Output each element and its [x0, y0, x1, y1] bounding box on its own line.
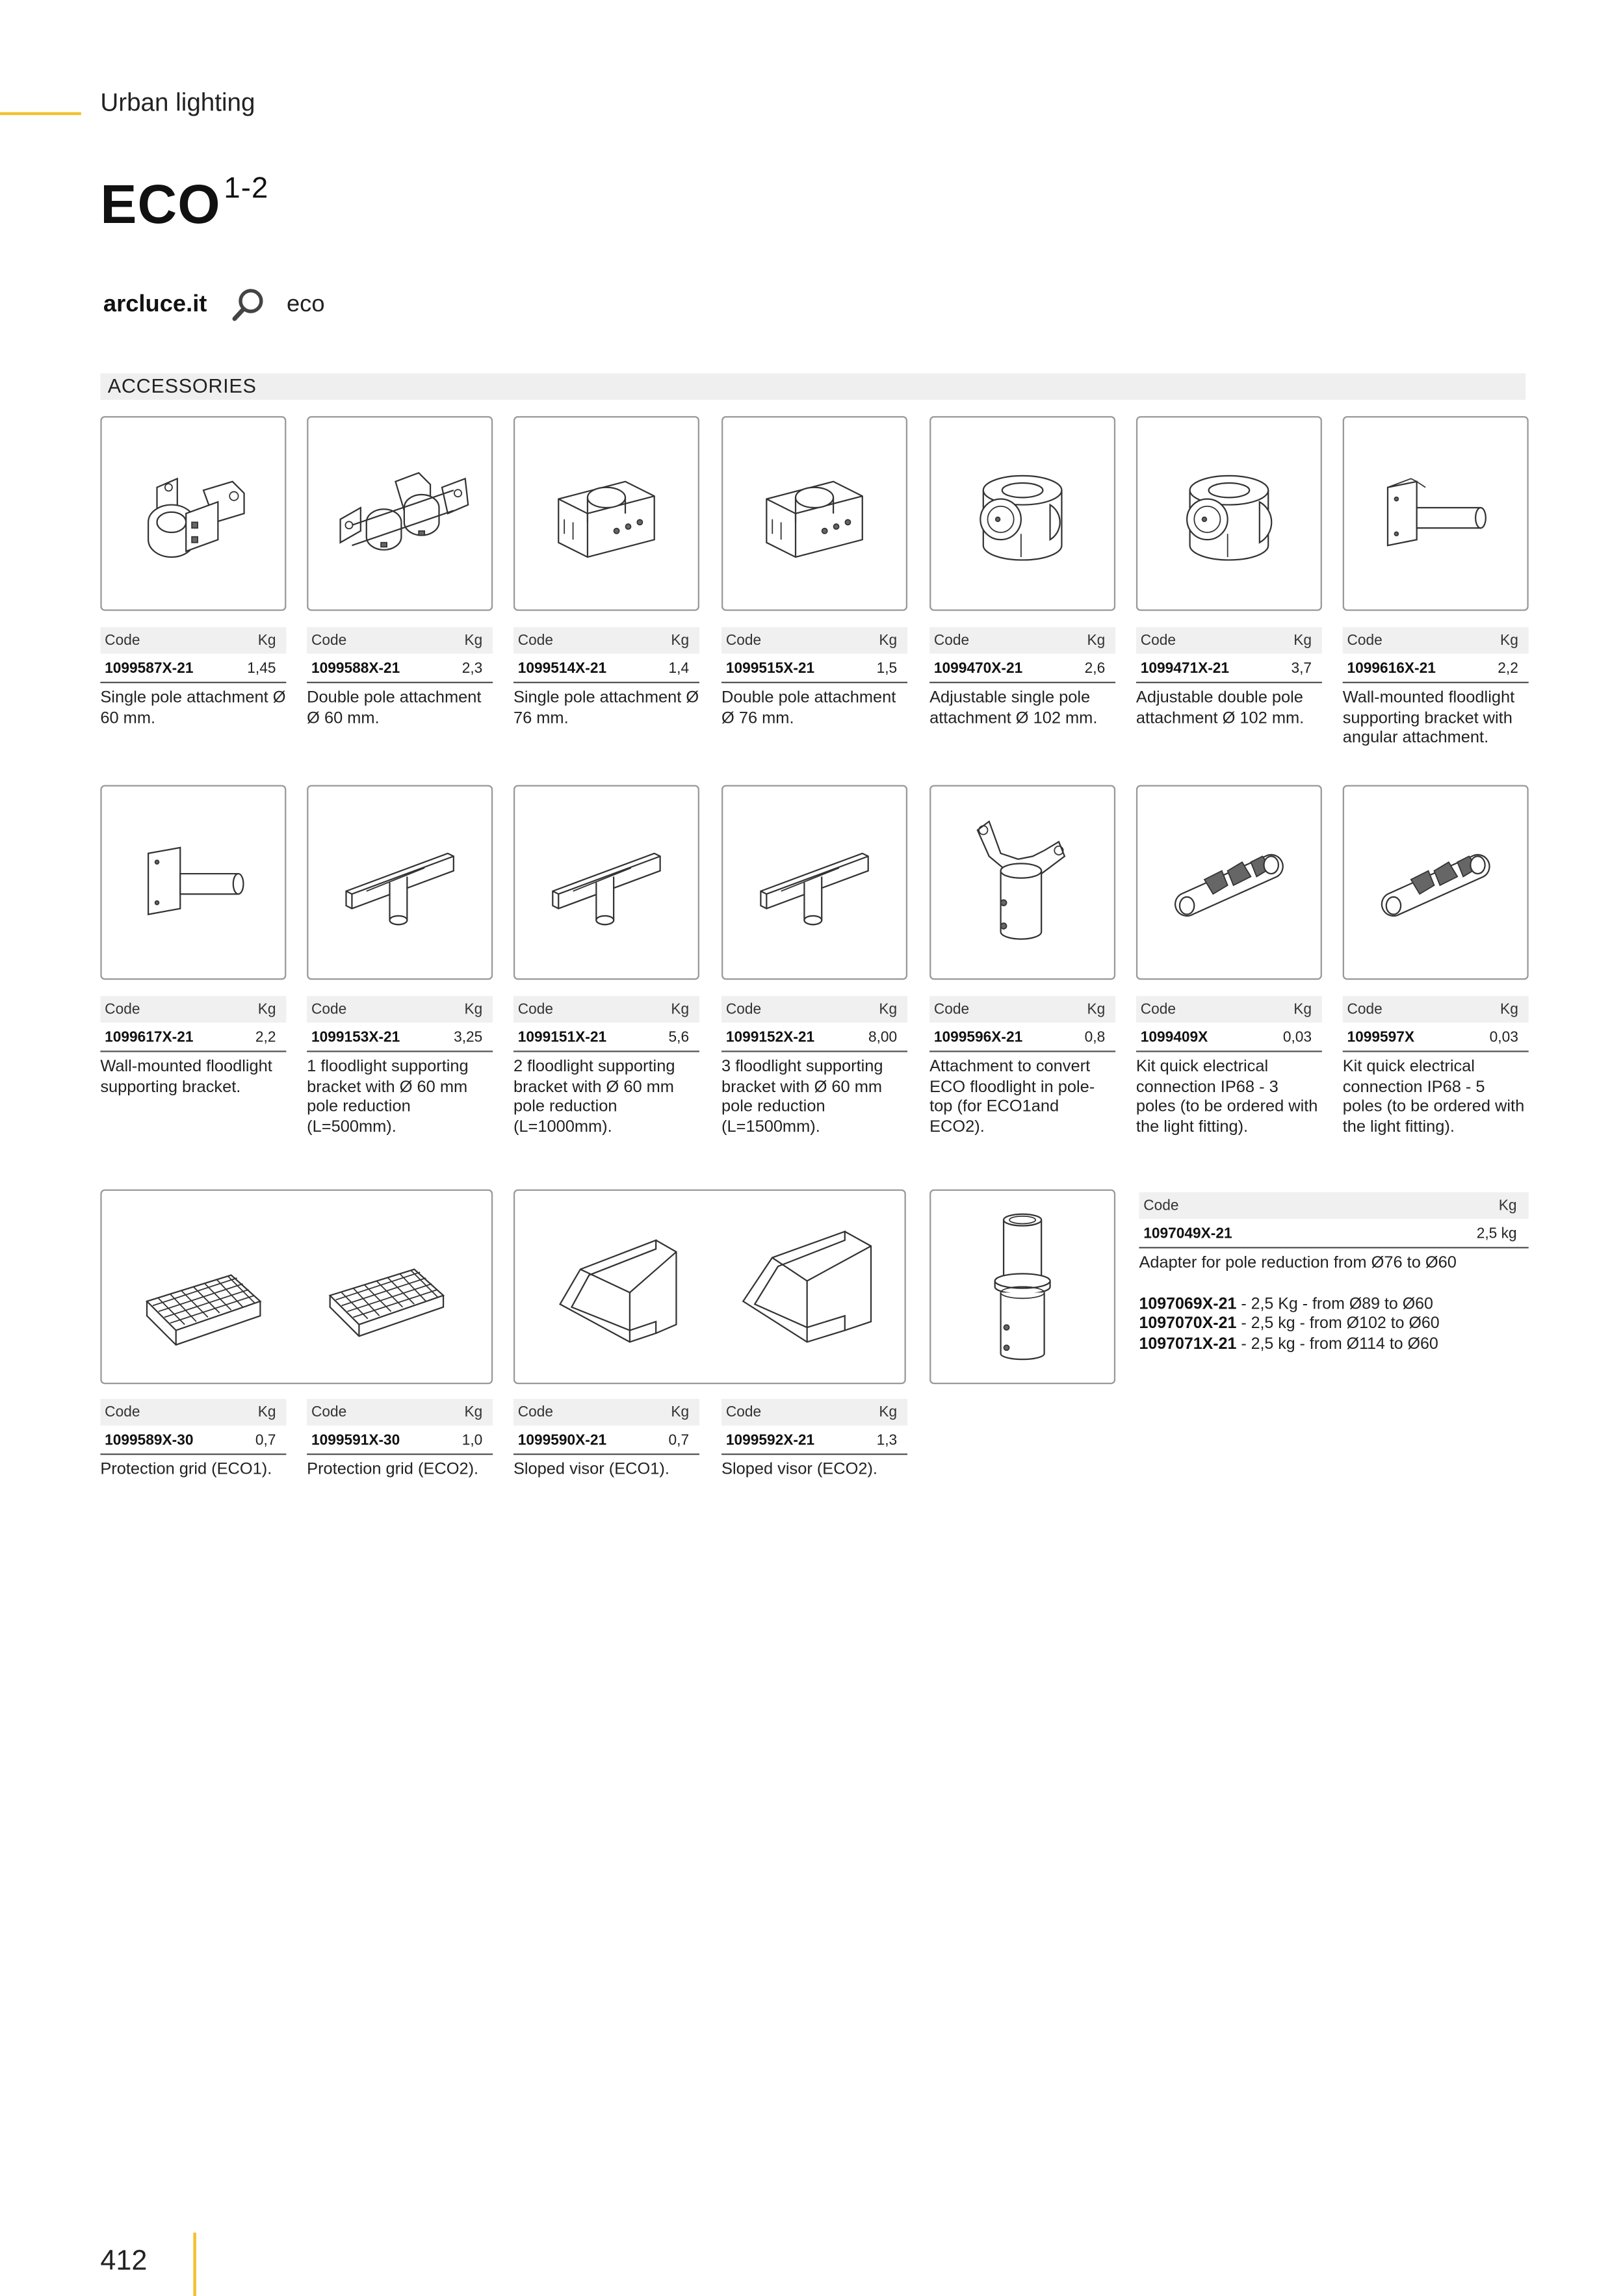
kg-label: Kg: [879, 633, 898, 649]
product-code: 1099152X-21: [725, 1030, 815, 1047]
product-weight: 0,03: [1282, 1030, 1312, 1047]
product-description: Protection grid (ECO1).: [100, 1461, 272, 1479]
product-description: Sloped visor (ECO2).: [721, 1461, 877, 1479]
product-image: [929, 416, 1115, 611]
product-weight: 0,8: [1084, 1030, 1106, 1047]
code-label: Code: [1347, 633, 1383, 649]
grid-left: [147, 1275, 260, 1345]
product-weight: 8,00: [868, 1030, 898, 1047]
product-description: Attachment to convert ECO floodlight in pole-top (for ECO1and ECO2).: [929, 1058, 1095, 1136]
adapter-variant-list: [1139, 1295, 1528, 1355]
code-label: Code: [105, 633, 140, 649]
product-image: [929, 785, 1115, 980]
adapter-variant: [1139, 1335, 1528, 1355]
variant-text: - 2,5 Kg - from Ø89 to Ø60: [1236, 1294, 1433, 1313]
spec-block: [513, 627, 699, 729]
code-label: Code: [1143, 1198, 1179, 1215]
kg-label: Kg: [671, 633, 690, 649]
spec-block: [1136, 627, 1322, 729]
product-weight: 1,45: [247, 660, 276, 677]
code-label: Code: [517, 1405, 554, 1422]
product-description: Wall-mounted floodlight supporting bracket with angular attachment.: [1342, 689, 1515, 747]
product-weight: 2,2: [1498, 660, 1518, 677]
product-description: Double pole attachment Ø 60 mm.: [307, 689, 482, 727]
kg-label: Kg: [257, 1405, 276, 1422]
site-label[interactable]: arcluce.it: [103, 292, 207, 318]
code-label: Code: [725, 1002, 762, 1019]
kg-label: Kg: [1498, 1198, 1517, 1215]
product-weight: 3,7: [1291, 660, 1312, 677]
product-description: Protection grid (ECO2).: [307, 1461, 479, 1479]
spec-block: [929, 627, 1115, 729]
product-code: 1099151X-21: [517, 1030, 607, 1047]
product-code: 1099471X-21: [1140, 660, 1230, 677]
code-label: Code: [1347, 1002, 1383, 1019]
code-label: Code: [725, 1405, 762, 1422]
product-code: 1099515X-21: [725, 660, 815, 677]
kg-label: Kg: [464, 1405, 483, 1422]
kg-label: Kg: [257, 633, 276, 649]
product-code: 1099470X-21: [933, 660, 1023, 677]
spec-block: [1136, 996, 1322, 1138]
code-label: Code: [1140, 633, 1176, 649]
product-code: 1099591X-30: [311, 1433, 400, 1450]
product-code: 1099616X-21: [1347, 660, 1436, 677]
section-title: Urban lighting: [100, 88, 255, 117]
product-description: 2 floodlight supporting bracket with Ø 60 mm pole reduction (L=1000mm).: [513, 1058, 675, 1136]
spec-block: [721, 996, 907, 1138]
top-accent-line: [0, 112, 81, 114]
kg-label: Kg: [1293, 633, 1312, 649]
code-label: Code: [933, 633, 970, 649]
product-weight: 2,3: [461, 660, 483, 677]
product-code: 1099597X: [1347, 1030, 1415, 1047]
spec-block: [721, 1399, 907, 1481]
product-image: [1136, 785, 1322, 980]
variant-code: 1097071X-21: [1139, 1335, 1237, 1353]
product-image: [1136, 416, 1322, 611]
code-label: Code: [105, 1002, 140, 1019]
code-label: Code: [105, 1405, 140, 1422]
product-code: 1099589X-30: [105, 1433, 194, 1450]
product-weight: 0,03: [1489, 1030, 1518, 1047]
kg-label: Kg: [671, 1002, 690, 1019]
adapter-variant: [1139, 1295, 1528, 1315]
footer-accent-line: [193, 2233, 195, 2296]
product-image: [721, 416, 907, 611]
code-label: Code: [311, 1002, 347, 1019]
spec-block: [513, 1399, 699, 1481]
product-code: 1099409X: [1140, 1030, 1208, 1047]
product-image: [307, 416, 493, 611]
product-image: [721, 785, 907, 980]
variant-code: 1097070X-21: [1139, 1314, 1237, 1333]
page-number: 412: [100, 2245, 148, 2277]
product-image: [1343, 785, 1529, 980]
spec-block: [307, 627, 493, 729]
product-weight: 1,3: [876, 1433, 898, 1450]
product-code: 1099617X-21: [105, 1030, 194, 1047]
adapter-code: 1097049X-21: [1143, 1226, 1232, 1243]
product-weight: 1,4: [668, 660, 690, 677]
spec-block: [307, 996, 493, 1138]
product-description: Kit quick electrical connection IP68 - 3 poles (to be ordered with the light fitting).: [1136, 1058, 1318, 1136]
product-description: Single pole attachment Ø 60 mm.: [100, 689, 286, 727]
product-code: 1099590X-21: [517, 1433, 607, 1450]
kg-label: Kg: [257, 1002, 276, 1019]
product-code: 1099596X-21: [933, 1030, 1023, 1047]
product-superscript: 1-2: [224, 172, 269, 205]
product-image: [307, 785, 493, 980]
code-label: Code: [311, 633, 347, 649]
adapter-spec-block: [1139, 1192, 1528, 1355]
kg-label: Kg: [671, 1405, 690, 1422]
product-description: Kit quick electrical connection IP68 - 5 poles (to be ordered with the light fitting).: [1342, 1058, 1525, 1136]
code-label: Code: [517, 633, 554, 649]
product-weight: 2,6: [1084, 660, 1106, 677]
code-label: Code: [311, 1405, 347, 1422]
product-image: [1343, 416, 1529, 611]
code-label: Code: [933, 1002, 970, 1019]
kg-label: Kg: [1087, 633, 1106, 649]
product-weight: 1,0: [461, 1433, 483, 1450]
product-weight: 0,7: [255, 1433, 276, 1450]
accessories-section-bar: [100, 373, 1526, 400]
spec-block: [513, 996, 699, 1138]
kg-label: Kg: [464, 1002, 483, 1019]
product-code: 1099587X-21: [105, 660, 194, 677]
product-code: 1099592X-21: [725, 1433, 815, 1450]
variant-text: - 2,5 kg - from Ø102 to Ø60: [1236, 1314, 1440, 1333]
product-weight: 1,5: [876, 660, 898, 677]
variant-text: - 2,5 kg - from Ø114 to Ø60: [1236, 1335, 1438, 1353]
kg-label: Kg: [879, 1002, 898, 1019]
product-image: [100, 785, 286, 980]
search-term[interactable]: eco: [286, 292, 325, 318]
product-weight: 0,7: [668, 1433, 690, 1450]
code-label: Code: [1140, 1002, 1176, 1019]
product-description: Adjustable double pole attachment Ø 102 mm.: [1136, 689, 1305, 727]
product-weight: 5,6: [668, 1030, 690, 1047]
product-title: [100, 174, 268, 236]
spec-block: [929, 996, 1115, 1138]
product-code: 1099153X-21: [311, 1030, 400, 1047]
kg-label: Kg: [1293, 1002, 1312, 1019]
site-search-row: [103, 289, 325, 322]
product-code: 1099588X-21: [311, 660, 400, 677]
variant-code: 1097069X-21: [1139, 1294, 1237, 1313]
kg-label: Kg: [464, 633, 483, 649]
adapter-weight: 2,5 kg: [1476, 1226, 1517, 1243]
spec-block: [1343, 627, 1529, 749]
product-image: [513, 416, 699, 611]
product-description: 1 floodlight supporting bracket with Ø 60 mm pole reduction (L=500mm).: [307, 1058, 469, 1136]
kg-label: Kg: [1500, 633, 1518, 649]
product-description: Single pole attachment Ø 76 mm.: [513, 689, 699, 727]
kg-label: Kg: [1500, 1002, 1518, 1019]
spec-block: [307, 1399, 493, 1481]
product-weight: 2,2: [255, 1030, 276, 1047]
spec-block: [100, 996, 286, 1098]
product-description: Wall-mounted floodlight supporting bracket.: [100, 1058, 272, 1096]
spec-block: [1343, 996, 1529, 1138]
adapter-description: Adapter for pole reduction from Ø76 to Ø60: [1139, 1254, 1457, 1272]
code-label: Code: [517, 1002, 554, 1019]
kg-label: Kg: [879, 1405, 898, 1422]
product-name: ECO: [100, 174, 221, 235]
accessories-heading: ACCESSORIES: [107, 374, 257, 397]
kg-label: Kg: [1087, 1002, 1106, 1019]
adapter-variant: [1139, 1315, 1528, 1335]
spec-block: [721, 627, 907, 729]
product-description: 3 floodlight supporting bracket with Ø 60 mm pole reduction (L=1500mm).: [721, 1058, 883, 1136]
grid-right: [330, 1270, 443, 1337]
product-code: 1099514X-21: [517, 660, 607, 677]
spec-block: [100, 1399, 286, 1481]
pole-adapter-image: [929, 1190, 1115, 1385]
product-image: [513, 785, 699, 980]
search-icon: [231, 288, 266, 323]
sloped-visor-image: [513, 1190, 906, 1385]
product-description: Double pole attachment Ø 76 mm.: [721, 689, 896, 727]
product-description: Sloped visor (ECO1).: [513, 1461, 669, 1479]
spec-block: [100, 627, 286, 729]
product-image: [100, 416, 286, 611]
product-description: Adjustable single pole attachment Ø 102 mm.: [929, 689, 1098, 727]
code-label: Code: [725, 633, 762, 649]
product-weight: 3,25: [454, 1030, 483, 1047]
protection-grid-image: [100, 1190, 493, 1385]
